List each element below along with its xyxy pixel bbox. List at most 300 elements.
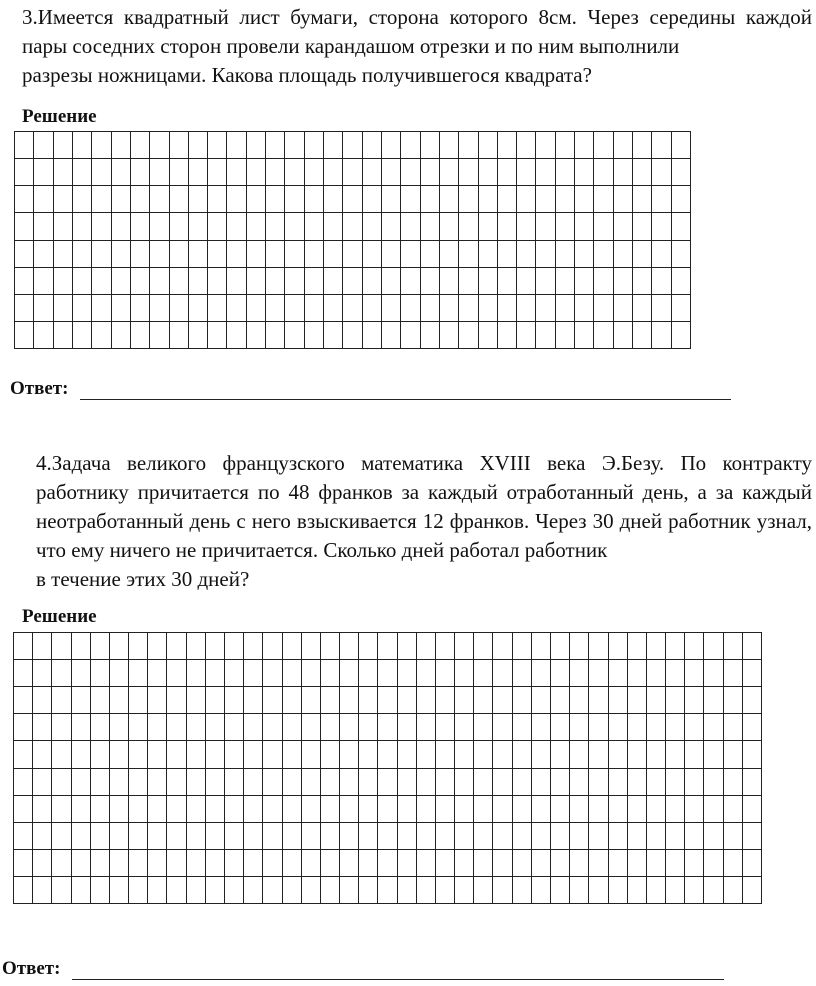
grid-cell: [72, 850, 91, 877]
grid-cell: [378, 796, 397, 823]
grid-cell: [652, 268, 671, 295]
grid-cell: [724, 714, 743, 741]
grid-cell: [72, 660, 91, 687]
grid-cell: [92, 295, 111, 322]
grid-cell: [666, 714, 685, 741]
grid-cell: [398, 769, 417, 796]
grid-cell: [33, 823, 52, 850]
grid-cell: [666, 877, 685, 904]
grid-cell: [440, 241, 459, 268]
grid-cell: [417, 687, 436, 714]
grid-cell: [382, 186, 401, 213]
grid-cell: [382, 268, 401, 295]
grid-cell: [206, 687, 225, 714]
grid-cell: [536, 322, 555, 349]
grid-cell: [148, 877, 167, 904]
grid-cell: [324, 322, 343, 349]
grid-cell: [343, 132, 362, 159]
grid-cell: [129, 741, 148, 768]
grid-cell: [363, 186, 382, 213]
grid-cell: [73, 268, 92, 295]
grid-cell: [672, 186, 691, 213]
grid-cell: [112, 132, 131, 159]
grid-cell: [474, 687, 493, 714]
grid-cell: [614, 186, 633, 213]
grid-cell: [609, 877, 628, 904]
grid-cell: [652, 186, 671, 213]
grid-cell: [34, 295, 53, 322]
grid-cell: [647, 769, 666, 796]
grid-cell: [401, 159, 420, 186]
grid-cell: [743, 687, 762, 714]
grid-cell: [401, 295, 420, 322]
grid-cell: [305, 213, 324, 240]
grid-cell: [340, 633, 359, 660]
grid-cell: [474, 796, 493, 823]
grid-cell: [247, 132, 266, 159]
grid-cell: [266, 132, 285, 159]
task-4-text-main: 4.Задача великого французского математика XVIII века Э.Безу. По контракту работнику причитается по 48 франков за каждый отработанный день, а за каждый неотработанный день с него взыскивается 12 франков. Через 30 дней работник узнал, что ему ничего не причитается. Сколько дней работал работник: [36, 451, 812, 562]
grid-cell: [609, 769, 628, 796]
grid-cell: [129, 850, 148, 877]
task-4-solution-heading: Решение: [22, 606, 97, 627]
grid-cell: [73, 322, 92, 349]
grid-cell: [14, 796, 33, 823]
grid-cell: [498, 295, 517, 322]
grid-cell: [266, 159, 285, 186]
grid-cell: [187, 850, 206, 877]
grid-cell: [283, 687, 302, 714]
grid-cell: [263, 660, 282, 687]
grid-cell: [131, 159, 150, 186]
grid-cell: [110, 687, 129, 714]
grid-cell: [614, 295, 633, 322]
grid-cell: [285, 295, 304, 322]
grid-cell: [52, 741, 71, 768]
grid-cell: [131, 268, 150, 295]
grid-cell: [187, 660, 206, 687]
grid-cell: [436, 633, 455, 660]
grid-cell: [398, 877, 417, 904]
grid-cell: [493, 850, 512, 877]
grid-cell: [421, 132, 440, 159]
grid-cell: [589, 850, 608, 877]
grid-cell: [513, 877, 532, 904]
grid-cell: [91, 877, 110, 904]
grid-cell: [628, 633, 647, 660]
grid-cell: [685, 796, 704, 823]
grid-cell: [724, 660, 743, 687]
grid-cell: [704, 850, 723, 877]
grid-cell: [724, 823, 743, 850]
grid-cell: [479, 186, 498, 213]
grid-cell: [34, 132, 53, 159]
grid-cell: [398, 796, 417, 823]
grid-cell: [589, 660, 608, 687]
grid-cell: [131, 322, 150, 349]
grid-cell: [666, 796, 685, 823]
grid-cell: [340, 823, 359, 850]
grid-cell: [14, 660, 33, 687]
grid-cell: [324, 213, 343, 240]
grid-cell: [421, 295, 440, 322]
grid-cell: [436, 877, 455, 904]
grid-cell: [305, 295, 324, 322]
grid-cell: [189, 241, 208, 268]
grid-cell: [652, 295, 671, 322]
grid-cell: [363, 132, 382, 159]
grid-cell: [187, 687, 206, 714]
grid-cell: [305, 132, 324, 159]
grid-cell: [647, 714, 666, 741]
grid-cell: [150, 132, 169, 159]
task-3-answer-label: Ответ:: [10, 378, 69, 399]
grid-cell: [92, 159, 111, 186]
grid-cell: [187, 877, 206, 904]
grid-cell: [436, 660, 455, 687]
grid-cell: [589, 796, 608, 823]
grid-cell: [340, 687, 359, 714]
grid-cell: [493, 823, 512, 850]
grid-cell: [479, 268, 498, 295]
grid-cell: [225, 660, 244, 687]
grid-cell: [112, 322, 131, 349]
grid-cell: [302, 714, 321, 741]
grid-cell: [92, 186, 111, 213]
grid-cell: [594, 295, 613, 322]
grid-cell: [225, 796, 244, 823]
grid-cell: [551, 823, 570, 850]
grid-cell: [401, 132, 420, 159]
grid-cell: [150, 322, 169, 349]
grid-cell: [324, 268, 343, 295]
grid-cell: [359, 633, 378, 660]
grid-cell: [498, 159, 517, 186]
grid-cell: [401, 241, 420, 268]
grid-cell: [150, 159, 169, 186]
grid-cell: [170, 241, 189, 268]
grid-cell: [417, 850, 436, 877]
grid-cell: [704, 660, 723, 687]
grid-cell: [208, 213, 227, 240]
grid-cell: [14, 769, 33, 796]
grid-cell: [479, 241, 498, 268]
grid-cell: [110, 714, 129, 741]
grid-cell: [244, 633, 263, 660]
grid-cell: [479, 132, 498, 159]
grid-cell: [110, 877, 129, 904]
grid-cell: [225, 741, 244, 768]
grid-cell: [556, 132, 575, 159]
grid-cell: [340, 714, 359, 741]
grid-cell: [704, 823, 723, 850]
grid-cell: [474, 769, 493, 796]
grid-cell: [685, 687, 704, 714]
grid-cell: [208, 132, 227, 159]
grid-cell: [589, 769, 608, 796]
grid-cell: [513, 769, 532, 796]
grid-cell: [570, 877, 589, 904]
grid-cell: [263, 769, 282, 796]
grid-cell: [112, 268, 131, 295]
grid-cell: [14, 687, 33, 714]
task-4-answer-line[interactable]: [72, 961, 724, 980]
grid-cell: [170, 268, 189, 295]
grid-cell: [266, 295, 285, 322]
grid-cell: [189, 213, 208, 240]
grid-cell: [324, 241, 343, 268]
grid-cell: [382, 295, 401, 322]
grid-cell: [283, 769, 302, 796]
grid-cell: [666, 850, 685, 877]
grid-cell: [417, 660, 436, 687]
grid-cell: [685, 877, 704, 904]
grid-cell: [575, 159, 594, 186]
grid-cell: [187, 633, 206, 660]
grid-cell: [378, 823, 397, 850]
grid-cell: [34, 322, 53, 349]
grid-cell: [652, 213, 671, 240]
grid-cell: [459, 295, 478, 322]
grid-cell: [378, 714, 397, 741]
grid-cell: [743, 823, 762, 850]
grid-cell: [34, 159, 53, 186]
grid-cell: [54, 132, 73, 159]
grid-cell: [493, 687, 512, 714]
grid-cell: [382, 241, 401, 268]
grid-cell: [594, 322, 613, 349]
grid-cell: [575, 132, 594, 159]
grid-cell: [666, 823, 685, 850]
grid-cell: [685, 633, 704, 660]
grid-cell: [556, 268, 575, 295]
grid-cell: [666, 660, 685, 687]
grid-cell: [321, 633, 340, 660]
grid-cell: [244, 714, 263, 741]
grid-cell: [382, 159, 401, 186]
grid-cell: [34, 268, 53, 295]
grid-cell: [459, 322, 478, 349]
grid-cell: [14, 714, 33, 741]
grid-cell: [551, 714, 570, 741]
grid-cell: [91, 741, 110, 768]
grid-cell: [647, 823, 666, 850]
grid-cell: [170, 213, 189, 240]
grid-cell: [129, 660, 148, 687]
grid-cell: [34, 213, 53, 240]
grid-cell: [247, 268, 266, 295]
grid-cell: [551, 850, 570, 877]
grid-cell: [609, 687, 628, 714]
grid-cell: [474, 877, 493, 904]
grid-cell: [536, 159, 555, 186]
grid-cell: [148, 850, 167, 877]
grid-cell: [614, 159, 633, 186]
grid-cell: [474, 850, 493, 877]
grid-cell: [647, 687, 666, 714]
grid-cell: [436, 850, 455, 877]
grid-cell: [536, 186, 555, 213]
grid-cell: [187, 714, 206, 741]
grid-cell: [227, 295, 246, 322]
grid-cell: [440, 213, 459, 240]
task-3-answer-line[interactable]: [80, 381, 731, 400]
grid-cell: [743, 877, 762, 904]
grid-cell: [343, 159, 362, 186]
grid-cell: [189, 268, 208, 295]
grid-cell: [244, 877, 263, 904]
grid-cell: [417, 769, 436, 796]
grid-cell: [321, 823, 340, 850]
grid-cell: [570, 687, 589, 714]
grid-cell: [421, 268, 440, 295]
grid-cell: [73, 186, 92, 213]
grid-cell: [208, 159, 227, 186]
grid-cell: [33, 741, 52, 768]
grid-cell: [72, 769, 91, 796]
grid-cell: [382, 213, 401, 240]
grid-cell: [148, 796, 167, 823]
grid-cell: [589, 714, 608, 741]
grid-cell: [474, 660, 493, 687]
grid-cell: [704, 633, 723, 660]
grid-cell: [359, 687, 378, 714]
grid-cell: [167, 877, 186, 904]
grid-cell: [575, 295, 594, 322]
task-4-solution-grid: [13, 632, 762, 904]
grid-cell: [417, 877, 436, 904]
grid-cell: [321, 660, 340, 687]
grid-cell: [672, 213, 691, 240]
grid-cell: [33, 850, 52, 877]
grid-cell: [33, 769, 52, 796]
grid-cell: [321, 796, 340, 823]
grid-cell: [187, 796, 206, 823]
grid-cell: [614, 241, 633, 268]
grid-cell: [378, 877, 397, 904]
grid-cell: [421, 186, 440, 213]
grid-cell: [614, 268, 633, 295]
grid-cell: [54, 213, 73, 240]
grid-cell: [302, 796, 321, 823]
grid-cell: [455, 769, 474, 796]
grid-cell: [398, 714, 417, 741]
grid-cell: [440, 132, 459, 159]
grid-cell: [52, 850, 71, 877]
grid-cell: [551, 877, 570, 904]
grid-cell: [724, 769, 743, 796]
grid-cell: [594, 159, 613, 186]
grid-cell: [283, 741, 302, 768]
grid-cell: [459, 213, 478, 240]
grid-cell: [685, 850, 704, 877]
grid-cell: [148, 769, 167, 796]
grid-cell: [382, 132, 401, 159]
grid-cell: [244, 796, 263, 823]
grid-cell: [378, 687, 397, 714]
grid-cell: [54, 241, 73, 268]
grid-cell: [517, 268, 536, 295]
grid-cell: [15, 241, 34, 268]
grid-cell: [112, 241, 131, 268]
grid-cell: [536, 213, 555, 240]
grid-cell: [225, 633, 244, 660]
grid-cell: [170, 132, 189, 159]
grid-cell: [685, 769, 704, 796]
grid-cell: [672, 159, 691, 186]
grid-cell: [72, 823, 91, 850]
grid-cell: [263, 877, 282, 904]
grid-cell: [536, 268, 555, 295]
grid-cell: [321, 741, 340, 768]
grid-cell: [110, 850, 129, 877]
grid-cell: [647, 850, 666, 877]
grid-cell: [417, 633, 436, 660]
grid-cell: [647, 633, 666, 660]
grid-cell: [532, 877, 551, 904]
grid-cell: [455, 741, 474, 768]
grid-cell: [513, 687, 532, 714]
grid-cell: [614, 213, 633, 240]
grid-cell: [263, 796, 282, 823]
grid-cell: [382, 322, 401, 349]
grid-cell: [206, 769, 225, 796]
grid-cell: [266, 186, 285, 213]
grid-cell: [493, 660, 512, 687]
grid-cell: [628, 660, 647, 687]
grid-cell: [459, 159, 478, 186]
grid-cell: [628, 714, 647, 741]
grid-cell: [302, 741, 321, 768]
grid-cell: [398, 741, 417, 768]
grid-cell: [398, 633, 417, 660]
grid-cell: [633, 322, 652, 349]
grid-cell: [417, 741, 436, 768]
grid-cell: [498, 241, 517, 268]
grid-cell: [247, 159, 266, 186]
grid-cell: [609, 850, 628, 877]
grid-cell: [614, 132, 633, 159]
grid-cell: [283, 714, 302, 741]
grid-cell: [551, 796, 570, 823]
grid-cell: [359, 741, 378, 768]
grid-cell: [15, 213, 34, 240]
grid-cell: [244, 823, 263, 850]
grid-cell: [225, 823, 244, 850]
grid-cell: [91, 796, 110, 823]
grid-cell: [440, 159, 459, 186]
grid-cell: [148, 687, 167, 714]
grid-cell: [666, 741, 685, 768]
grid-cell: [609, 741, 628, 768]
grid-cell: [459, 268, 478, 295]
grid-cell: [110, 633, 129, 660]
grid-cell: [556, 322, 575, 349]
grid-cell: [112, 295, 131, 322]
grid-cell: [551, 633, 570, 660]
grid-cell: [92, 213, 111, 240]
grid-cell: [570, 741, 589, 768]
grid-cell: [225, 714, 244, 741]
grid-cell: [305, 159, 324, 186]
grid-cell: [340, 660, 359, 687]
grid-cell: [513, 850, 532, 877]
grid-cell: [33, 633, 52, 660]
grid-cell: [628, 796, 647, 823]
grid-cell: [302, 660, 321, 687]
grid-cell: [305, 186, 324, 213]
grid-cell: [52, 769, 71, 796]
